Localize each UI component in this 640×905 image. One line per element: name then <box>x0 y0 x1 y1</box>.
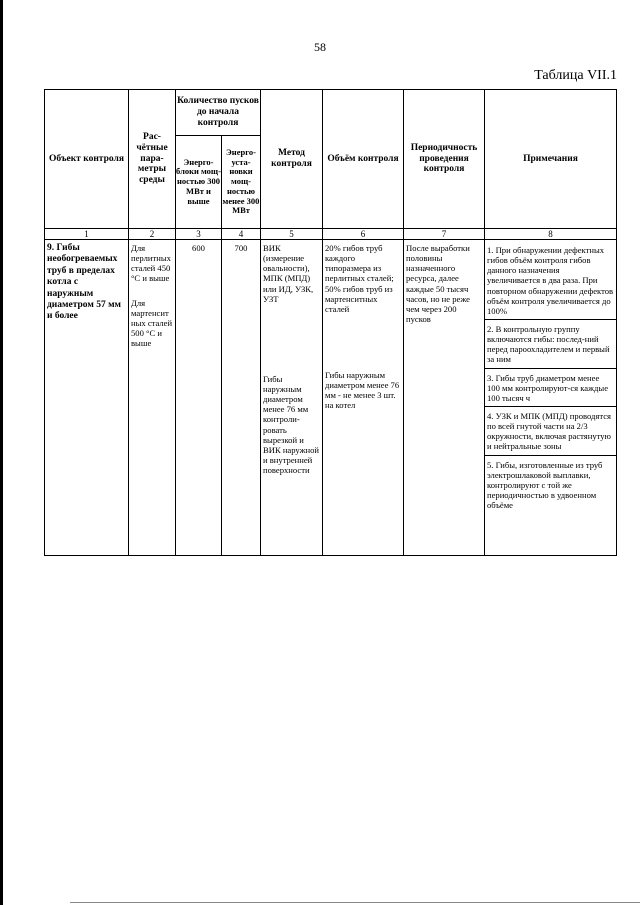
header-method: Метод контроля <box>261 90 323 229</box>
column-number: 2 <box>129 229 176 240</box>
header-starts-group: Количество пусков до начала контроля <box>176 90 261 136</box>
table-row <box>45 240 617 556</box>
inspection-table <box>44 89 617 556</box>
page-number: 58 <box>314 40 326 54</box>
note-item: 5. Гибы, изготовленные из труб электрошлаковой выплавки, контролируют с той же периодичностью в удвоенном объёме <box>487 459 603 511</box>
cell-notes <box>485 240 617 556</box>
cell-object: 9. Гибы необогреваемых труб в пределах котла с наружным диаметром 57 мм и более <box>45 240 129 556</box>
note-item: 3. Гибы труб диаметром менее 100 мм контролируют-ся каждые 100 тысяч ч <box>485 371 616 407</box>
column-number: 3 <box>176 229 222 240</box>
table-caption: Таблица VII.1 <box>534 68 617 83</box>
header-volume: Объём контроля <box>323 90 404 229</box>
volume-main: 20% гибов труб каждого типоразмера из перлитных сталей; 50% гибов труб из мартенситных сталей <box>325 243 394 314</box>
column-number: 8 <box>485 229 617 240</box>
note-item: 4. УЗК и МПК (МПД) проводятся по всей гнутой части на 2/3 окружности, включая растянутую и нейтральные зоны <box>485 409 616 456</box>
column-number: 6 <box>323 229 404 240</box>
cell-method <box>261 240 323 556</box>
params-martensitic: Для мартенсит ных сталей 500 °С и выше <box>131 297 173 349</box>
column-number: 1 <box>45 229 129 240</box>
header-starts-300-plus: Энерго-блоки мощ-ностью 300 МВт и выше <box>176 136 222 229</box>
scan-left-edge <box>0 0 3 905</box>
header-notes: Примечания <box>485 90 617 229</box>
header-periodicity: Периодичность проведения контроля <box>404 90 485 229</box>
volume-small-bends: Гибы наружным диаметром менее 76 мм - не менее 3 шт. на котел <box>325 369 400 411</box>
cell-periodicity: После выработки половины назначенного ресурса, далее каждые 50 тысяч часов, но не реже чем через 200 пусков <box>404 240 485 556</box>
column-number: 4 <box>222 229 261 240</box>
note-item: 2. В контрольную группу включаются гибы: послед-ний перед пароохладителем и первый за ним <box>485 322 616 369</box>
header-object: Объект контроля <box>45 90 129 229</box>
method-small-bends: Гибы наружным диаметром менее 76 мм контроли-ровать вырезкой и ВИК наружной и внутренней поверхности <box>263 373 320 476</box>
method-main: ВИК (измерение овальности), МПК (МПД) или ИД, УЗК, УЗТ <box>263 243 314 304</box>
cell-volume <box>323 240 404 556</box>
cell-starts-below-300: 700 <box>222 240 261 556</box>
scan-bottom-edge <box>70 902 640 903</box>
cell-starts-300-plus: 600 <box>176 240 222 556</box>
cell-params <box>129 240 176 556</box>
column-number: 5 <box>261 229 323 240</box>
header-params: Рас-чётные пара-метры среды <box>129 90 176 229</box>
note-item: 1. При обнаружении дефектных гибов объём контроля гибов данного назначения увеличивается в два раза. При повторном обнаружении дефектов объём контроля увеличивается до 100% <box>485 243 616 320</box>
header-starts-below-300: Энерго-уста-новки мощ-ностью менее 300 МВт <box>222 136 261 229</box>
params-pearlitic: Для перлитных сталей 450 °С и выше <box>131 243 171 284</box>
column-number: 7 <box>404 229 485 240</box>
